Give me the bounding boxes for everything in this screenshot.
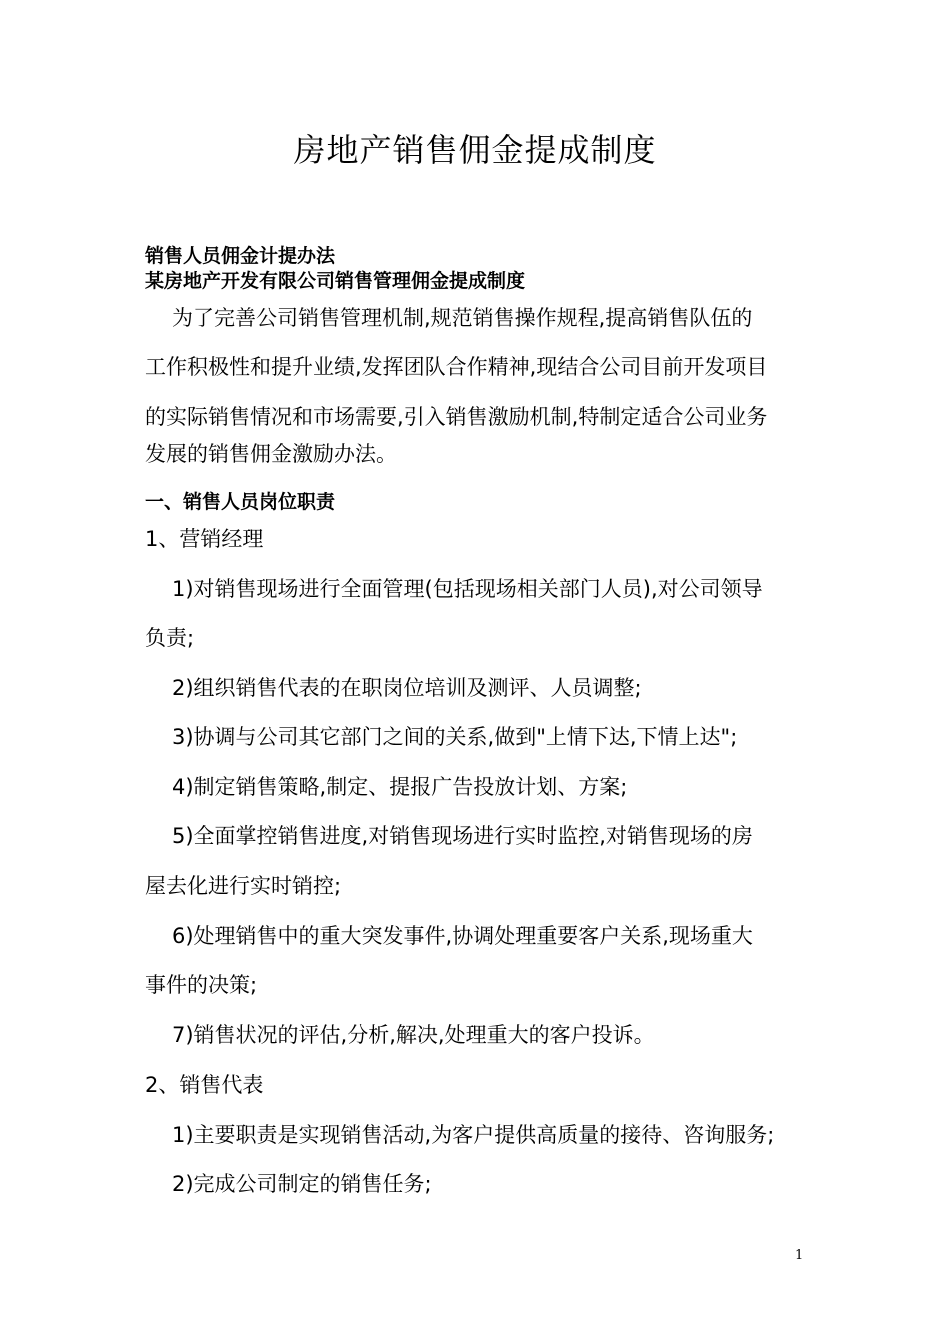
duty-item: 2)组织销售代表的在职岗位培训及测评、人员调整; bbox=[172, 676, 642, 700]
intro-line: 的实际销售情况和市场需要,引入销售激励机制,特制定适合公司业务 bbox=[145, 405, 768, 429]
duty-item-continuation: 负责; bbox=[145, 626, 195, 650]
subsection-heading-marketing-manager: 1、营销经理 bbox=[145, 527, 264, 551]
duty-item: 1)主要职责是实现销售活动,为客户提供高质量的接待、咨询服务; bbox=[172, 1123, 775, 1147]
page-number: 1 bbox=[795, 1248, 804, 1263]
subtitle-commission-method: 销售人员佣金计提办法 bbox=[145, 245, 336, 267]
subsection-heading-sales-representative: 2、销售代表 bbox=[145, 1073, 264, 1097]
duty-item: 1)对销售现场进行全面管理(包括现场相关部门人员),对公司领导 bbox=[172, 577, 763, 601]
duty-item: 5)全面掌控销售进度,对销售现场进行实时监控,对销售现场的房 bbox=[172, 824, 753, 848]
duty-item-continuation: 屋去化进行实时销控; bbox=[145, 874, 342, 898]
section-heading-duties: 一、销售人员岗位职责 bbox=[145, 491, 336, 513]
duty-item: 6)处理销售中的重大突发事件,协调处理重要客户关系,现场重大 bbox=[172, 924, 753, 948]
subtitle-company-policy: 某房地产开发有限公司销售管理佣金提成制度 bbox=[145, 270, 526, 292]
duty-item: 4)制定销售策略,制定、提报广告投放计划、方案; bbox=[172, 775, 628, 799]
intro-line: 发展的销售佣金激励办法。 bbox=[145, 442, 397, 466]
duty-item-continuation: 事件的决策; bbox=[145, 973, 258, 997]
duty-item: 3)协调与公司其它部门之间的关系,做到"上情下达,下情上达"; bbox=[172, 725, 738, 749]
intro-line: 工作积极性和提升业绩,发挥团队合作精神,现结合公司目前开发项目 bbox=[145, 355, 768, 379]
intro-line: 为了完善公司销售管理机制,规范销售操作规程,提高销售队伍的 bbox=[172, 306, 753, 330]
duty-item: 7)销售状况的评估,分析,解决,处理重大的客户投诉。 bbox=[172, 1023, 655, 1047]
duty-item: 2)完成公司制定的销售任务; bbox=[172, 1172, 432, 1196]
page-title: 房地产销售佣金提成制度 bbox=[293, 131, 657, 169]
